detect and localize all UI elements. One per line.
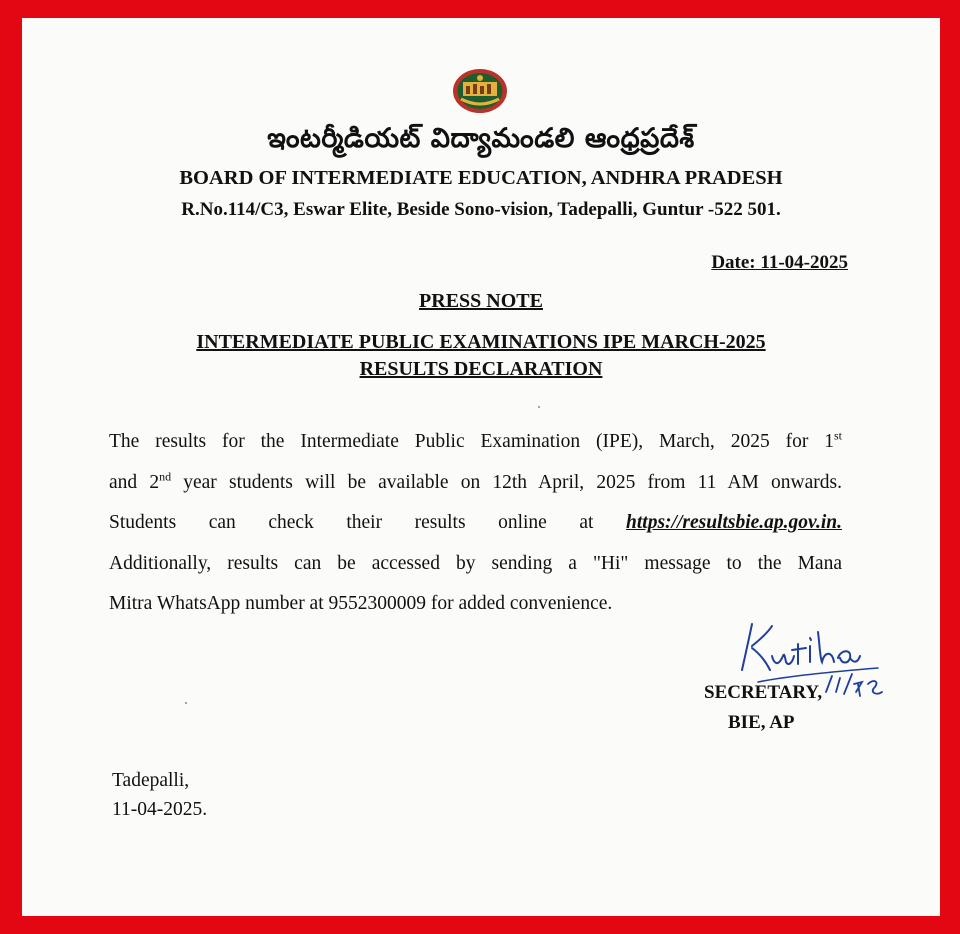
- superscript-nd: nd: [159, 469, 172, 483]
- body-line-3-text: Students can check their results online at: [109, 512, 627, 533]
- press-note-document: [22, 18, 940, 916]
- press-note-title: PRESS NOTE: [419, 290, 543, 312]
- body-line-3: [109, 503, 842, 544]
- subject-line-2: RESULTS DECLARATION: [359, 358, 603, 380]
- signatory-title: SECRETARY,: [704, 682, 823, 703]
- scan-speck: [538, 406, 540, 408]
- footer-place: Tadepalli,: [112, 770, 190, 791]
- body-line-1: [109, 422, 842, 463]
- press-note-body: [109, 422, 842, 625]
- bie-emblem-icon: [451, 67, 509, 115]
- body-line-2-start: and 2: [109, 471, 160, 493]
- body-line-1-text: The results for the Intermediate Public Examination (IPE), March, 2025 for 1: [109, 431, 834, 452]
- results-website-link[interactable]: https://resultsbie.ap.gov.in.: [626, 512, 842, 533]
- subject-line-1: INTERMEDIATE PUBLIC EXAMINATIONS IPE MARCH-2025: [196, 331, 766, 353]
- body-line-2-end: year students will be available on 12th April, 2025 from 11 AM onwards.: [171, 471, 842, 493]
- footer-date: 11-04-2025.: [112, 799, 208, 820]
- document-date: Date: 11-04-2025: [711, 252, 848, 273]
- body-line-2: [109, 463, 842, 504]
- board-name: BOARD OF INTERMEDIATE EDUCATION, ANDHRA PRADESH: [179, 167, 783, 189]
- superscript-st: st: [833, 428, 842, 443]
- scan-speck: [185, 702, 187, 704]
- board-address: R.No.114/C3, Eswar Elite, Beside Sono-vision, Tadepalli, Guntur -522 501.: [181, 199, 781, 220]
- body-line-4: Additionally, results can be accessed by sending a "Hi" message to the Mana: [109, 552, 842, 574]
- signatory-office: BIE, AP: [728, 712, 795, 733]
- telugu-board-title: ఇంటర్మీడియట్ విద్యామండలి ఆంధ్రప్రదేశ్: [267, 123, 695, 154]
- body-line-5: Mitra WhatsApp number at 9552300009 for added convenience.: [109, 593, 613, 614]
